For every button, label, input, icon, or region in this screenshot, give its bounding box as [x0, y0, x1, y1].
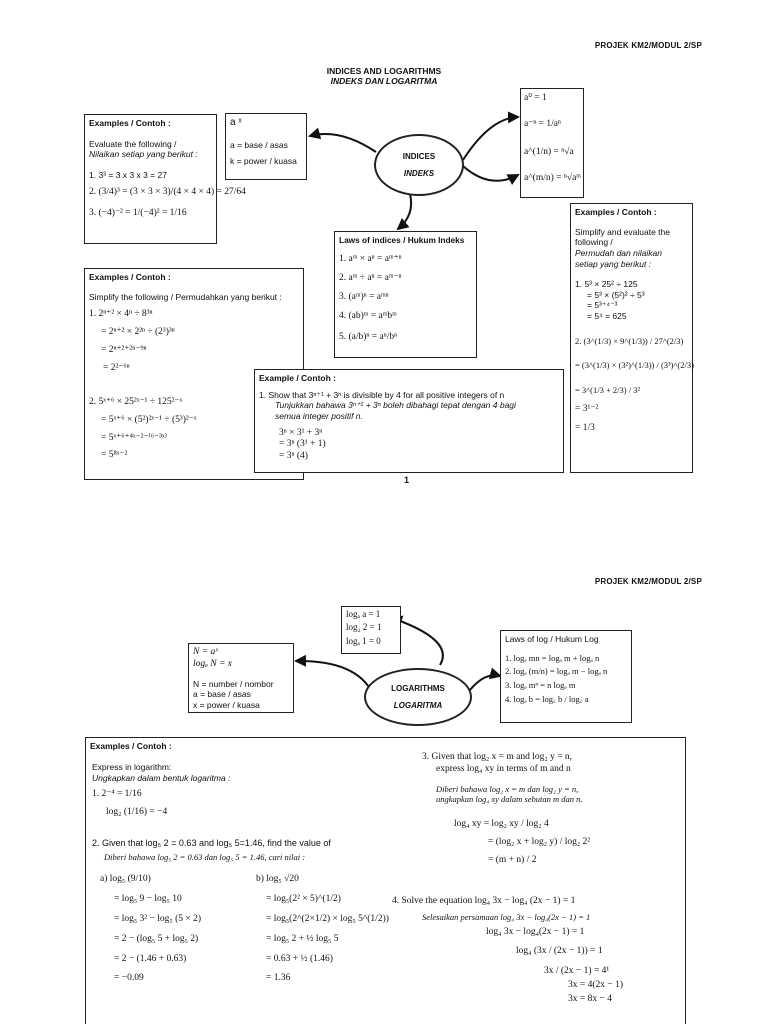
indices-special-box: [520, 88, 584, 198]
q4-working: log₄ (3x / (2x − 1)) = 1: [516, 946, 603, 957]
definition-base: a = base / asas: [230, 139, 288, 150]
laws-of-indices-box: [334, 231, 477, 358]
examples-intro-my: Permudah dan nilaikan: [575, 247, 662, 258]
q4-block: [392, 896, 682, 1006]
indices-example-divisible: [254, 369, 564, 473]
q4-working: 3x = 4(2x − 1): [568, 980, 624, 991]
q2-block: [92, 838, 331, 863]
working-line: = 3^(1/3 + 2/3) / 3²: [575, 384, 640, 395]
working-line: = 5³⁺⁴⁻³: [587, 300, 618, 311]
working-line: = 3¹⁻²: [575, 403, 599, 414]
definition-exponential: N = aˣ: [193, 647, 218, 657]
q4-working: 3x = 8x − 4: [568, 994, 612, 1004]
q2a-working: [100, 874, 250, 985]
q3-line-my: ungkapkan log₄ xy dalam sebutan m dan n.: [436, 794, 583, 805]
law-item: 3. (aᵐ)ⁿ = aᵐⁿ: [339, 292, 389, 303]
law-item: 4. (ab)ᵐ = aᵐbᵐ: [339, 310, 397, 321]
working-line: = 2ⁿ⁺² × 2²ⁿ ÷ (2³)³ⁿ: [101, 327, 175, 338]
examples-heading: Examples / Contoh :: [89, 118, 171, 128]
q1-line: 1. 2⁻⁴ = 1/16: [92, 789, 142, 800]
log-law-item: 4. logₐ b = log꜀ b / log꜀ a: [505, 693, 589, 704]
log-fact: logₐ 1 = 0: [346, 635, 381, 646]
log-fact: logₐ a = 1: [346, 609, 381, 619]
log-law-item: 2. logₐ (m/n) = logₐ m − logₐ n: [505, 666, 608, 677]
q2a-line: = log₅ 3² − log₅ (5 × 2): [114, 913, 202, 924]
q2a-line: = 2 − (log₅ 5 + log₅ 2): [114, 933, 199, 944]
q4-line-my: Selesaikan persamaan log₄ 3x − log₄(2x − 1) = 1: [422, 911, 591, 922]
working-line: 2. 5ˣ⁺⁶ × 25²ˣ⁻¹ ÷ 125²⁻ˣ: [89, 396, 183, 407]
examples-intro: Simplify and evaluate the: [575, 226, 670, 237]
examples-intro-my: setiap yang berikut :: [575, 258, 652, 269]
example-heading: Example / Contoh :: [259, 373, 336, 383]
working-line: 2. (3^(1/3) × 9^(1/3)) / 27^(2/3): [575, 335, 684, 346]
law-item: 1. aᵐ × aⁿ = aᵐ⁺ⁿ: [339, 254, 402, 265]
working-line: = 3ⁿ (4): [279, 451, 308, 462]
logarithms-hub-label: LOGARITHMS: [391, 684, 445, 693]
q2b-line: = log₅(2² × 5)^(1/2): [266, 893, 341, 904]
negative-index-rule: a⁻ⁿ = 1/aⁿ: [524, 118, 561, 129]
indices-hub-label: INDICES: [402, 152, 436, 161]
q1-intro-my: Ungkapkan dalam bentuk logaritma :: [92, 772, 231, 783]
q4-working: log₄ 3x − log₄(2x − 1) = 1: [486, 926, 585, 937]
definition-log: logₐ N = x: [193, 658, 233, 669]
question-line-my: semua integer positif n.: [275, 410, 363, 421]
q4-line: 4. Solve the equation log₄ 3x − log₄ (2x − 1) = 1: [392, 896, 576, 906]
fractional-index-rule: a^(m/n) = ⁿ√aᵐ: [524, 172, 581, 183]
q2a-line: = 2 − (1.46 + 0.63): [114, 953, 187, 964]
q2-question-my: Diberi bahawa log₅ 2 = 0.63 dan log₅ 5 = 1.46, cari nilai :: [104, 852, 306, 863]
log-law-item: 1. logₐ mn = logₐ m + logₐ n: [505, 652, 600, 663]
log-laws-heading: Laws of log / Hukum Log: [505, 634, 599, 644]
q2b-line: = log₅ 2 + ½ log₅ 5: [266, 933, 339, 944]
page1-header: PROJEK KM2/MODUL 2/SP: [594, 41, 702, 50]
example-item: 3. (−4)⁻² = 1/(−4)² = 1/16: [89, 208, 187, 219]
example-item: 2. (3/4)³ = (3 × 3 × 3)/(4 × 4 × 4) = 27/64: [89, 186, 246, 197]
indices-examples-evaluate-2: [570, 203, 693, 473]
examples-heading: Examples / Contoh :: [89, 272, 171, 282]
definition-base: a = base / asas: [193, 689, 251, 700]
page1-title: INDICES AND LOGARITHMS: [326, 66, 442, 76]
q4-working: 3x / (2x − 1) = 4¹: [544, 966, 610, 977]
indices-hub-label-my: INDEKS: [403, 169, 435, 178]
working-line: = 1/3: [575, 423, 595, 434]
examples-intro-my: Nilaikan setiap yang berikut :: [89, 149, 198, 160]
definition-power: x = power / kuasa: [193, 700, 260, 710]
logarithms-hub: [364, 668, 472, 726]
working-line: 1. 5³ × 25² ÷ 125: [575, 279, 638, 290]
q3-line: 3. Given that log₂ x = m and log₂ y = n,: [422, 752, 573, 762]
examples-heading: Examples / Contoh :: [90, 741, 172, 751]
q2b-line: = log₅(2^(2×1/2) × log₅ 5^(1/2)): [266, 913, 389, 924]
logarithms-hub-label-my: LOGARITMA: [393, 701, 443, 710]
law-item: 2. aᵐ ÷ aⁿ = aᵐ⁻ⁿ: [339, 273, 402, 284]
page1-subtitle: INDEKS DAN LOGARITMA: [330, 76, 438, 86]
q1-block: [92, 762, 230, 819]
working-line: = (3^(1/3) × (3²)^(1/3)) / (3³)^(2/3): [575, 360, 694, 371]
examples-intro: following /: [575, 237, 613, 248]
log-definition-box: [188, 643, 294, 713]
q2b-line: b) log₅ √20: [256, 874, 299, 884]
definition-a-power-k: a ˣ: [230, 117, 242, 128]
working-line: = 2ⁿ⁺²⁺²ⁿ⁻⁹ⁿ: [101, 345, 147, 355]
log-examples-box: [85, 737, 686, 1024]
q3-working: = (m + n) / 2: [488, 854, 537, 865]
working-line: = 5ˣ⁺⁶ × (5²)²ˣ⁻¹ ÷ (5³)²⁻ˣ: [101, 414, 197, 425]
q3-working: = (log₂ x + log₂ y) / log₂ 2²: [488, 836, 591, 847]
q1-intro: Express in logarithm:: [92, 762, 172, 772]
q2a-line: a) log₅ (9/10): [100, 874, 151, 884]
log-fact: log₂ 2 = 1: [346, 622, 382, 633]
q3-block: [422, 752, 682, 867]
q2a-line: = log₅ 9 − log₅ 10: [114, 893, 182, 904]
page1-number: 1: [404, 475, 410, 485]
example-item: 1. 3³ = 3 x 3 x 3 = 27: [89, 169, 167, 180]
definition-number: N = number / nombor: [193, 678, 274, 689]
laws-of-log-box: [500, 630, 632, 723]
working-line: = 5ˣ⁺⁶⁺⁴ˣ⁻²⁻⁽⁶⁻³ˣ⁾: [101, 432, 168, 443]
q3-line-my: Diberi bahawa log₂ x = m dan log₂ y = n,: [436, 783, 579, 794]
indices-hub: [374, 134, 464, 196]
indices-definition-box: [225, 113, 307, 180]
working-line: 1. 2ⁿ⁺² × 4ⁿ ÷ 8³ⁿ: [89, 309, 153, 320]
q2b-working: [256, 874, 406, 985]
working-line: = 5⁸ˣ⁻²: [101, 450, 128, 461]
q2-question: 2. Given that log₅ 2 = 0.63 and log₅ 5=1.46, find the value of: [92, 838, 331, 848]
zero-index-rule: a⁰ = 1: [524, 93, 547, 103]
page2-header: PROJEK KM2/MODUL 2/SP: [594, 577, 702, 586]
root-index-rule: a^(1/n) = ⁿ√a: [524, 146, 574, 157]
q2b-line: = 1.36: [266, 973, 291, 984]
definition-power: k = power / kuasa: [230, 156, 297, 167]
q1-line: log₂ (1/16) = −4: [106, 807, 168, 818]
examples-intro: Simplify the following / Permudahkan yang berikut :: [89, 291, 282, 302]
question-line-my: Tunjukkan bahawa 3ⁿ⁺¹ + 3ⁿ boleh dibahagi tepat dengan 4 bagi: [275, 400, 516, 411]
log-law-item: 3. logₐ mⁿ = n logₐ m: [505, 679, 576, 690]
examples-intro: Evaluate the following /: [89, 138, 177, 149]
working-line: = 3ⁿ (3¹ + 1): [279, 439, 326, 450]
q2b-line: = 0.63 + ½ (1.46): [266, 953, 333, 964]
working-line: = 5⁴ = 625: [587, 311, 627, 321]
q2a-line: = −0.09: [114, 973, 144, 984]
working-line: = 2²⁻⁶ⁿ: [103, 362, 130, 373]
log-facts-box: [341, 606, 401, 654]
q3-working: log₄ xy = log₂ xy / log₂ 4: [454, 819, 549, 829]
question-line: 1. Show that 3ⁿ⁺¹ + 3ⁿ is divisible by 4 for all positive integers of n: [259, 389, 505, 400]
working-line: 3ⁿ × 3¹ + 3ⁿ: [279, 427, 323, 438]
laws-heading: Laws of indices / Hukum Indeks: [339, 235, 465, 245]
working-line: = 5³ × (5²)² ÷ 5³: [587, 289, 645, 300]
q3-line: express log₄ xy in terms of m and n: [436, 763, 571, 774]
law-item: 5. (a/b)ⁿ = aⁿ/bⁿ: [339, 331, 398, 342]
examples-heading: Examples / Contoh :: [575, 207, 657, 217]
